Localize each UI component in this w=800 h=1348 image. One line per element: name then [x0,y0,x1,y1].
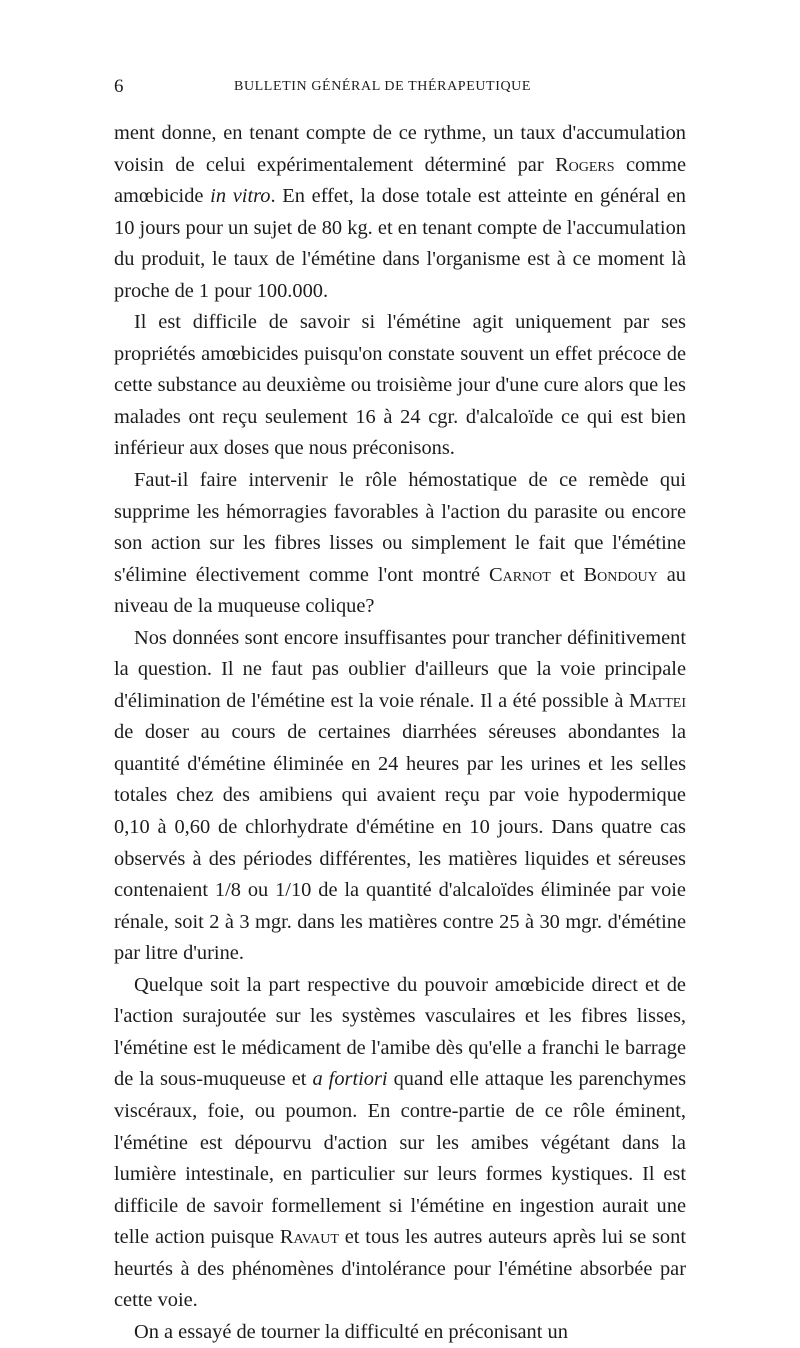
paragraph-text: au niveau de la muqueuse colique? [114,563,687,618]
paragraph-5 [114,970,686,1317]
author-name: Ravaut [279,1226,339,1249]
running-title: BULLETIN GÉNÉRAL DE THÉRAPEUTIQUE [234,79,532,94]
paragraph-text: ment donne, en tenant compte de ce rythme, un taux d'accumulation voisin de celui expérimentalement déterminé par [114,122,686,176]
paragraph-1 [114,118,686,307]
paragraph-text: et [550,563,584,586]
paragraph-6 [114,1317,686,1348]
paragraph-text: de doser au cours de certaines diarrhées séreuses abondantes la quantité d'émétine éliminée en 24 heures par les urines et les selles totales chez des amibiens qui avaient reçu par voie hypodermique 0,10 à 0,60 de chlorhydrate d'émétine en 10 jours. Dans quatre cas observés à des périodes différentes, les matières liquides et séreuses contenaient 1/8 ou 1/10 de la quantité d'alcaloïdes éliminée par voie rénale, soit 2 à 3 mgr. dans les matières contre 25 à 30 mgr. d'émétine par litre d'urine. [114,721,686,965]
author-name: Mattei [628,689,686,712]
italic-term: in vitro [210,185,271,208]
paragraph-text: Faut-il faire intervenir le rôle hémostatique de ce remède qui supprime les hémorragies favorables à l'action du parasite ou encore son action sur les fibres lisses ou simplement le fait que l'émétine s'élimine électivement comme l'ont montré [114,469,686,586]
page [114,76,686,1348]
paragraph-text: . En effet, la dose totale est atteinte en général en 10 jours pour un sujet de 80 kg. et en tenant compte de l'accumulation du produit, le taux de l'émétine dans l'organisme est à ce moment là proche de 1 pour 100.000. [114,185,686,302]
paragraph-2 [114,307,686,465]
paragraph-text: Quelque soit la part respective du pouvoir amœbicide direct et de l'action surajoutée sur les systèmes vasculaires et les fibres lisses, l'émétine est le médicament de l'amibe dès qu'elle a franchi le barrage de la sous-muqueuse et [114,973,686,1091]
author-name: Rogers [555,153,615,176]
italic-term: a fortiori [312,1068,388,1091]
author-name: Bondouy [583,563,658,586]
page-number: 6 [114,76,124,97]
paragraph-text: et tous les autres auteurs après lui se sont heurtés à des phénomènes d'intolérance pour l'émétine absorbée par cette voie. [114,1226,686,1312]
paragraph-4 [114,623,686,970]
paragraph-text: quand elle attaque les parenchymes viscéraux, foie, ou poumon. En contre-partie de ce rôle éminent, l'émétine est dépourvu d'action sur les amibes végétant dans la lumière intestinale, en particulier sur leurs formes kystiques. Il est difficile de savoir formellement si l'émétine en ingestion aurait une telle action puisque [114,1068,687,1249]
paragraph-text: Nos données sont encore insuffisantes pour trancher définitivement la question. Il ne faut pas oublier d'ailleurs que la voie principale d'élimination de l'émétine est la voie rénale. Il a été possible à [114,626,686,712]
body-text [114,118,686,1348]
paragraph-3 [114,465,686,623]
paragraph-text: On a essayé de tourner la difficulté en préconisant un [134,1320,568,1343]
running-header [114,76,686,100]
paragraph-text: Il est difficile de savoir si l'émétine agit uniquement par ses propriétés amœbicides puisqu'on constate souvent un effet précoce de cette substance au deuxième ou troisième jour d'une cure alors que les malades ont reçu seulement 16 à 24 cgr. d'alcaloïde ce qui est bien inférieur aux doses que nous préconisons. [114,311,686,460]
author-name: Carnot [489,563,551,586]
paragraph-text: comme amœbicide [114,153,686,208]
